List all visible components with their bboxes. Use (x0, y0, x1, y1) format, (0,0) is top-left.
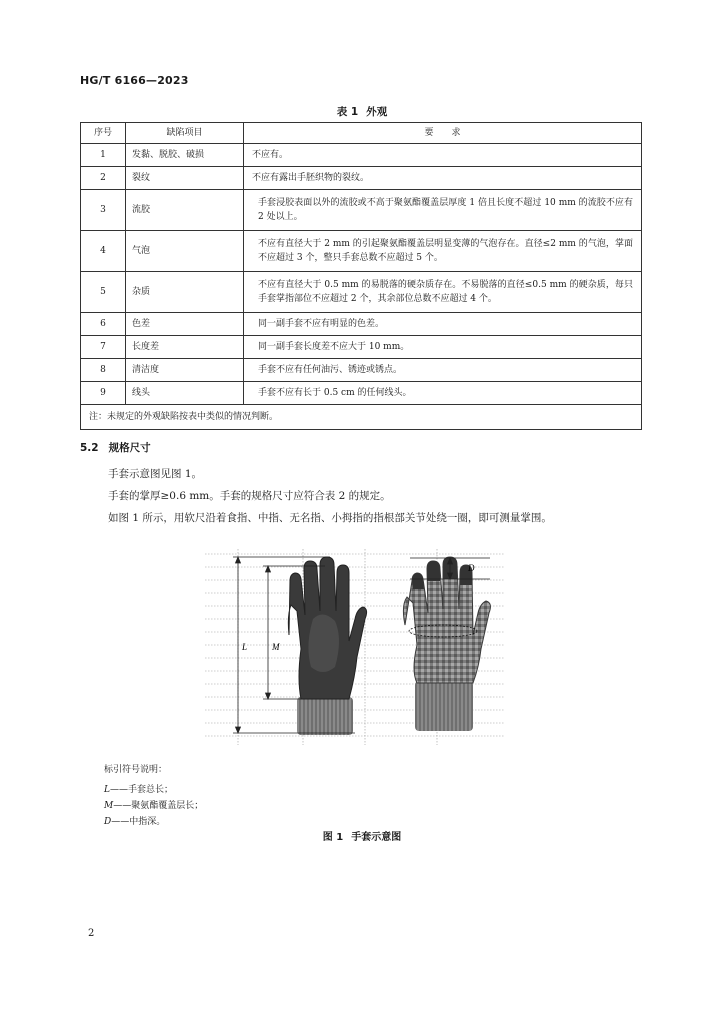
row-no: 1 (81, 144, 126, 167)
row-requirement: 不应有直径大于 0.5 mm 的易脱落的硬杂质存在。不易脱落的直径≤0.5 mm 的硬杂质，每只手套掌指部位不应超过 2 个，其余部位总数不应超过 4 个。 (244, 272, 642, 313)
row-item: 杂质 (126, 272, 244, 313)
row-requirement: 手套不应有任何油污、锈迹或锈点。 (244, 359, 642, 382)
table-row (81, 190, 642, 231)
table-caption-number: 表 1 (336, 106, 359, 118)
page-number: 2 (88, 928, 95, 939)
row-no: 8 (81, 359, 126, 382)
figure-caption-title: 手套示意图 (351, 832, 402, 843)
glove-figure (205, 549, 505, 745)
section-title: 规格尺寸 (108, 442, 151, 454)
row-item: 气泡 (126, 231, 244, 272)
legend-text: ——聚氨酯覆盖层长； (113, 801, 204, 811)
legend-title: 标引符号说明： (104, 765, 168, 775)
table-row (81, 359, 642, 382)
row-item: 色差 (126, 313, 244, 336)
glove-right (403, 557, 490, 731)
label-M: M (272, 642, 280, 652)
row-no: 3 (81, 190, 126, 231)
row-item: 清洁度 (126, 359, 244, 382)
table-row (81, 313, 642, 336)
header-no: 序号 (81, 123, 126, 144)
row-item: 长度差 (126, 336, 244, 359)
table-row (81, 336, 642, 359)
table-row (81, 231, 642, 272)
legend-text: ——中指深。 (111, 817, 166, 827)
row-no: 9 (81, 382, 126, 405)
legend-text: ——手套总长； (109, 785, 173, 795)
label-L: L (242, 642, 248, 652)
appearance-table (80, 122, 642, 430)
row-no: 5 (81, 272, 126, 313)
table-row (81, 382, 642, 405)
row-no: 7 (81, 336, 126, 359)
left-glove-cuff (297, 697, 353, 735)
label-D: D (468, 563, 475, 573)
figure-1-caption (0, 828, 724, 843)
row-requirement: 同一副手套不应有明显的色差。 (244, 313, 642, 336)
table-caption-title: 外观 (366, 106, 388, 118)
section-number: 5.2 (80, 442, 99, 454)
row-requirement: 不应有露出手胚织物的裂纹。 (244, 167, 642, 190)
table-1-caption (0, 104, 724, 119)
legend-symbol: M (104, 801, 114, 811)
row-item: 流胶 (126, 190, 244, 231)
header-defect-item: 缺陷项目 (126, 123, 244, 144)
paragraph: 手套的掌厚≥0.6 mm。手套的规格尺寸应符合表 2 的规定。 (108, 490, 391, 502)
figure-caption-number: 图 1 (322, 832, 344, 843)
row-no: 6 (81, 313, 126, 336)
table-note-row (81, 405, 642, 430)
legend-item (104, 814, 165, 827)
table-row (81, 167, 642, 190)
standard-code: HG/T 6166—2023 (80, 74, 189, 87)
row-requirement: 手套浸胶表面以外的流胶或不高于聚氨酯覆盖层厚度 1 倍且长度不超过 10 mm 的流胶不应有 2 处以上。 (244, 190, 642, 231)
table-row (81, 144, 642, 167)
paragraph: 手套示意图见图 1。 (108, 468, 203, 480)
row-requirement: 同一副手套长度差不应大于 10 mm。 (244, 336, 642, 359)
table-row (81, 272, 642, 313)
section-heading (80, 440, 151, 455)
right-glove-cuff (415, 681, 473, 731)
table-note: 注：未规定的外观缺陷按表中类似的情况判断。 (81, 405, 642, 430)
row-no: 4 (81, 231, 126, 272)
row-item: 发黏、脱胶、破损 (126, 144, 244, 167)
paragraph: 如图 1 所示，用软尺沿着食指、中指、无名指、小拇指的指根部关节处绕一圈，即可测量掌围。 (108, 512, 552, 524)
row-item: 线头 (126, 382, 244, 405)
row-requirement: 不应有直径大于 2 mm 的引起聚氨酯覆盖层明显变薄的气泡存在。直径≤2 mm 的气泡，掌面不应超过 3 个，整只手套总数不应超过 5 个。 (244, 231, 642, 272)
row-no: 2 (81, 167, 126, 190)
legend-symbol: D (104, 817, 112, 827)
legend-item (104, 798, 203, 811)
row-requirement: 不应有。 (244, 144, 642, 167)
glove-left (288, 557, 366, 735)
row-requirement: 手套不应有长于 0.5 cm 的任何线头。 (244, 382, 642, 405)
row-item: 裂纹 (126, 167, 244, 190)
legend-item (104, 782, 173, 795)
header-requirement: 要 求 (244, 123, 642, 144)
legend-symbol: L (104, 785, 110, 795)
